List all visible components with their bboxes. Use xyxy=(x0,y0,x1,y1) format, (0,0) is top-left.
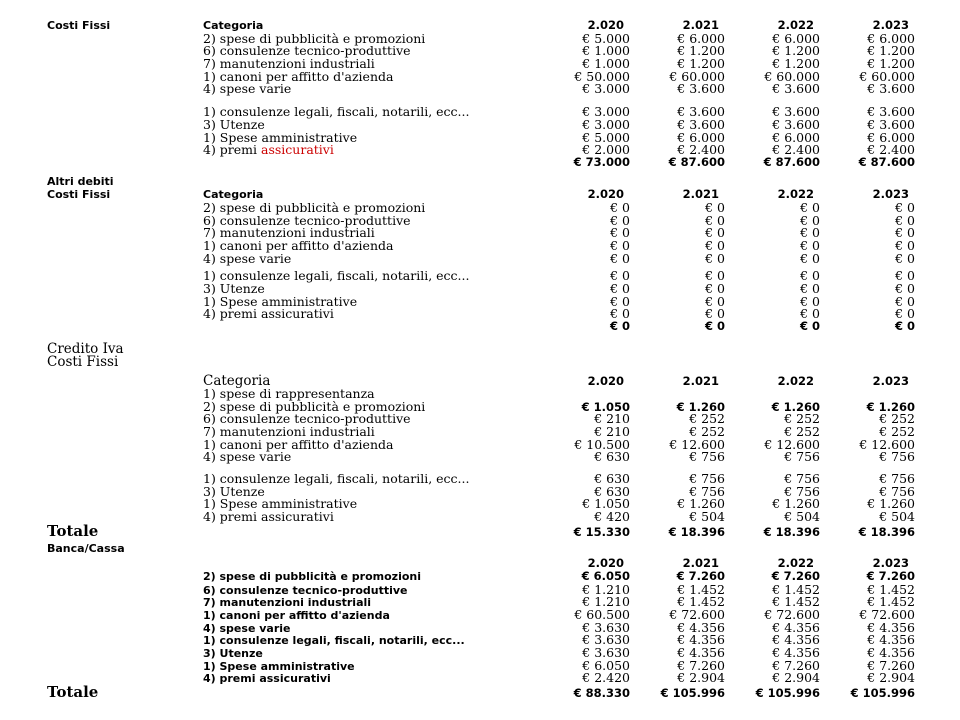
value-cell: € 6.050 xyxy=(581,568,630,583)
category-label xyxy=(203,509,535,524)
table-row xyxy=(47,238,915,251)
category-text: 4) spese varie xyxy=(203,449,292,465)
table-row xyxy=(47,306,915,322)
value-cell: € 504 xyxy=(879,509,915,525)
row-group xyxy=(47,268,915,322)
category-text: 4) premi assicurativi xyxy=(203,672,331,686)
value-cell: € 756 xyxy=(879,471,915,486)
total-value: € 18.396 xyxy=(763,524,820,539)
category-text: 1) spese di rappresentanza xyxy=(203,385,375,401)
value-cell: € 3.000 xyxy=(582,116,630,132)
category-text: 1) Spese amministrative xyxy=(203,659,355,673)
value-cell: € 0 xyxy=(895,268,915,284)
value-cell: € 1.452 xyxy=(772,594,820,610)
section-label: Altri debiti xyxy=(47,174,114,188)
row-group xyxy=(47,104,915,158)
value-cell: € 0 xyxy=(895,293,915,309)
section-costi-fissi xyxy=(47,18,915,168)
category-label xyxy=(203,251,535,266)
value-cell: € 7.260 xyxy=(771,568,820,583)
table-row xyxy=(47,569,915,582)
category-text: 1) canoni per affitto d'azienda xyxy=(203,436,394,452)
table-row xyxy=(47,294,915,307)
value-cell: € 3.600 xyxy=(772,81,820,97)
value-cell: € 6.000 xyxy=(677,30,725,46)
year-header: 2.022 xyxy=(777,374,814,389)
category-text: 4) spese varie xyxy=(203,81,292,97)
value-cell: € 756 xyxy=(689,449,725,465)
value-cell: € 252 xyxy=(689,411,725,427)
value-cell: € 4.356 xyxy=(772,644,820,660)
value-cell: € 252 xyxy=(784,423,820,439)
category-label xyxy=(203,584,535,597)
value-cell: € 72.600 xyxy=(859,606,915,622)
section-label-row xyxy=(47,353,915,370)
year-header: 2.023 xyxy=(872,187,909,202)
value-cell: € 1.000 xyxy=(582,56,630,72)
value-cell: € 7.260 xyxy=(772,657,820,673)
value-cell: € 1.050 xyxy=(581,399,630,414)
value-cell: € 0 xyxy=(895,238,915,253)
category-label xyxy=(203,306,535,321)
value-cell: € 5.000 xyxy=(582,129,630,145)
value-cell: € 3.600 xyxy=(867,81,915,97)
value-cell: € 2.904 xyxy=(677,670,725,686)
categoria-header: Categoria xyxy=(203,373,271,390)
table-row xyxy=(47,658,915,671)
value-cell: € 7.260 xyxy=(867,657,915,673)
value-cell: € 0 xyxy=(800,225,820,241)
value-cell: € 3.630 xyxy=(582,619,630,635)
section-label-row xyxy=(47,340,915,357)
table-row xyxy=(47,104,915,120)
value-cell: € 630 xyxy=(594,471,630,486)
value-cell: € 1.452 xyxy=(867,581,915,597)
value-cell: € 4.356 xyxy=(772,632,820,648)
category-label xyxy=(203,609,535,622)
value-cell: € 6.000 xyxy=(772,30,820,46)
value-cell: € 0 xyxy=(895,199,915,215)
table-row xyxy=(47,225,915,241)
table-row xyxy=(47,31,915,44)
value-cell: € 7.260 xyxy=(866,568,915,583)
value-cell: € 0 xyxy=(610,293,630,309)
total-value: € 0 xyxy=(894,319,915,334)
value-cell: € 3.600 xyxy=(867,104,915,120)
value-cell: € 756 xyxy=(879,449,915,465)
value-cell: € 1.210 xyxy=(582,581,630,597)
value-cell: € 0 xyxy=(705,212,725,228)
value-cell: € 2.400 xyxy=(867,142,915,158)
value-cell: € 60.000 xyxy=(669,68,725,84)
value-cell: € 2.420 xyxy=(582,670,630,686)
value-cell: € 6.000 xyxy=(677,129,725,145)
category-text: 4) premi assicurativi xyxy=(203,306,334,322)
value-cell: € 756 xyxy=(784,449,820,465)
value-cell: € 3.630 xyxy=(582,632,630,648)
year-header: 2.023 xyxy=(872,374,909,389)
category-label xyxy=(203,660,535,673)
categoria-header: Categoria xyxy=(203,188,264,202)
value-cell: € 0 xyxy=(610,238,630,253)
category-text: 6) consulenze tecnico-produttive xyxy=(203,212,411,228)
total-label: Totale xyxy=(47,521,99,540)
value-cell: € 3.000 xyxy=(582,81,630,97)
value-cell: € 2.400 xyxy=(677,142,725,158)
value-cell: € 0 xyxy=(705,268,725,284)
table-row xyxy=(47,449,915,465)
value-cell: € 1.260 xyxy=(771,399,820,414)
header-row xyxy=(47,18,915,31)
year-header: 2.021 xyxy=(682,374,719,389)
year-header: 2.020 xyxy=(587,187,624,202)
categoria-header: Categoria xyxy=(203,19,264,32)
category-text: 1) canoni per affitto d'azienda xyxy=(203,608,390,622)
category-label xyxy=(203,634,535,647)
table-row xyxy=(47,281,915,297)
value-cell: € 0 xyxy=(895,306,915,322)
value-cell: € 504 xyxy=(784,509,820,525)
header-row xyxy=(47,187,915,200)
category-text: 4) premi xyxy=(203,142,262,158)
table-row xyxy=(47,582,915,595)
category-text: 1) consulenze legali, fiscali, notarili, ecc... xyxy=(203,634,465,648)
table-row xyxy=(47,251,915,264)
category-label xyxy=(203,647,535,660)
year-header: 2.022 xyxy=(777,187,814,202)
value-cell: € 3.600 xyxy=(867,116,915,132)
value-cell: € 3.600 xyxy=(677,116,725,132)
table-row xyxy=(47,200,915,213)
value-cell: € 12.600 xyxy=(859,436,915,452)
value-cell: € 4.356 xyxy=(867,644,915,660)
value-cell: € 12.600 xyxy=(669,436,725,452)
table-row xyxy=(47,645,915,658)
total-value: € 87.600 xyxy=(763,154,820,169)
value-cell: € 0 xyxy=(610,268,630,284)
category-text: 7) manutenzioni industriali xyxy=(203,56,375,72)
value-cell: € 756 xyxy=(689,483,725,499)
value-cell: € 60.000 xyxy=(764,68,820,84)
value-cell: € 1.260 xyxy=(866,399,915,414)
value-cell: € 5.000 xyxy=(582,30,630,46)
value-cell: € 3.600 xyxy=(772,116,820,132)
value-cell: € 4.356 xyxy=(677,632,725,648)
value-cell: € 3.600 xyxy=(677,81,725,97)
table-row xyxy=(47,268,915,284)
value-cell: € 0 xyxy=(610,306,630,322)
table-row xyxy=(47,670,915,686)
year-header: 2.021 xyxy=(682,18,719,32)
value-cell: € 0 xyxy=(800,238,820,253)
category-text: 2) spese di pubblicità e promozioni xyxy=(203,199,426,215)
value-cell: € 0 xyxy=(705,306,725,322)
value-cell: € 252 xyxy=(784,411,820,427)
category-text: 4) spese varie xyxy=(203,621,291,635)
category-text: 1) consulenze legali, fiscali, notarili, ecc... xyxy=(203,471,470,486)
row-group xyxy=(47,30,915,97)
category-text: 3) Utenze xyxy=(203,483,265,499)
category-text: 6) consulenze tecnico-produttive xyxy=(203,583,408,597)
total-value: € 18.396 xyxy=(668,524,725,539)
value-cell: € 1.260 xyxy=(867,496,915,512)
report-sections xyxy=(47,18,915,701)
category-label xyxy=(203,672,535,685)
category-text: 2) spese di pubblicità e promozioni xyxy=(203,30,426,46)
value-cell: € 1.452 xyxy=(867,594,915,610)
value-cell: € 1.452 xyxy=(677,594,725,610)
table-row xyxy=(47,509,915,525)
category-label xyxy=(203,449,535,464)
table-row xyxy=(47,471,915,484)
table-row xyxy=(47,424,915,437)
value-cell: € 0 xyxy=(895,250,915,266)
value-cell: € 252 xyxy=(689,423,725,439)
section-label-row xyxy=(47,175,915,188)
total-value: € 105.996 xyxy=(660,686,725,700)
value-cell: € 0 xyxy=(610,225,630,241)
value-cell: € 4.356 xyxy=(867,632,915,648)
value-cell: € 252 xyxy=(879,423,915,439)
table-row xyxy=(47,69,915,82)
row-group xyxy=(47,471,915,525)
section-altri-debiti xyxy=(47,175,915,332)
row-group xyxy=(47,199,915,266)
value-cell: € 2.904 xyxy=(772,670,820,686)
value-cell: € 1.452 xyxy=(677,581,725,597)
value-cell: € 0 xyxy=(800,199,820,215)
category-label xyxy=(203,81,535,96)
category-text: 1) Spese amministrative xyxy=(203,293,358,309)
category-text: 7) manutenzioni industriali xyxy=(203,225,375,241)
total-value: € 0 xyxy=(704,319,725,334)
category-text: 2) spese di pubblicità e promozioni xyxy=(203,569,421,583)
total-value: € 105.996 xyxy=(850,686,915,700)
value-cell: € 3.600 xyxy=(677,104,725,120)
header-row xyxy=(47,556,915,569)
value-cell: € 6.050 xyxy=(582,657,630,673)
row-group xyxy=(47,385,915,465)
table-row xyxy=(47,496,915,512)
value-cell: € 1.200 xyxy=(677,56,725,72)
value-cell: € 0 xyxy=(895,225,915,241)
value-cell: € 0 xyxy=(800,306,820,322)
total-value: € 88.330 xyxy=(573,686,630,700)
year-header: 2.022 xyxy=(777,18,814,32)
value-cell: € 0 xyxy=(800,250,820,266)
value-cell: € 210 xyxy=(594,411,630,427)
section-label: Costi Fissi xyxy=(47,188,111,202)
section-label: Costi Fissi xyxy=(47,353,119,370)
section-credito-iva xyxy=(47,340,915,540)
table-row xyxy=(47,484,915,497)
category-text: 6) consulenze tecnico-produttive xyxy=(203,411,411,427)
value-cell: € 0 xyxy=(705,281,725,297)
value-cell: € 4.356 xyxy=(677,644,725,660)
value-cell: € 50.000 xyxy=(574,68,630,84)
category-text: 6) consulenze tecnico-produttive xyxy=(203,43,411,59)
category-text: 1) Spese amministrative xyxy=(203,129,358,145)
value-cell: € 7.260 xyxy=(677,657,725,673)
table-row xyxy=(47,56,915,72)
value-cell: € 210 xyxy=(594,423,630,439)
value-cell: € 4.356 xyxy=(772,619,820,635)
value-cell: € 0 xyxy=(705,293,725,309)
year-header: 2.020 xyxy=(587,18,624,32)
header-row xyxy=(47,373,915,390)
value-cell: € 60.500 xyxy=(574,606,630,622)
value-cell: € 1.260 xyxy=(676,399,725,414)
category-text-highlight: assicurativi xyxy=(261,142,334,158)
value-cell: € 2.400 xyxy=(772,142,820,158)
year-header: 2.022 xyxy=(777,556,814,571)
value-cell: € 6.000 xyxy=(867,129,915,145)
year-header: 2.020 xyxy=(587,556,624,571)
value-cell: € 0 xyxy=(705,250,725,266)
year-header: 2.021 xyxy=(682,556,719,571)
value-cell: € 0 xyxy=(610,212,630,228)
value-cell: € 72.600 xyxy=(669,606,725,622)
value-cell: € 1.050 xyxy=(582,496,630,512)
value-cell: € 1.260 xyxy=(772,496,820,512)
total-value: € 0 xyxy=(609,319,630,334)
section-label-row xyxy=(47,542,915,555)
value-cell: € 756 xyxy=(879,483,915,499)
category-text: 4) spese varie xyxy=(203,250,292,266)
value-cell: € 1.200 xyxy=(772,43,820,59)
section-label: Credito Iva xyxy=(47,340,124,357)
table-row xyxy=(47,411,915,427)
category-text: 1) consulenze legali, fiscali, notarili, ecc... xyxy=(203,268,470,284)
value-cell: € 1.200 xyxy=(867,43,915,59)
table-row xyxy=(47,43,915,59)
table-row xyxy=(47,130,915,143)
year-header: 2.020 xyxy=(587,374,624,389)
total-label: Totale xyxy=(47,683,99,701)
value-cell: € 504 xyxy=(689,509,725,525)
table-row xyxy=(47,607,915,620)
total-value: € 87.600 xyxy=(858,154,915,169)
year-header: 2.023 xyxy=(872,556,909,571)
value-cell: € 756 xyxy=(784,483,820,499)
value-cell: € 3.630 xyxy=(582,644,630,660)
value-cell: € 1.452 xyxy=(772,581,820,597)
table-row xyxy=(47,117,915,130)
table-row xyxy=(47,399,915,412)
value-cell: € 0 xyxy=(800,212,820,228)
value-cell: € 72.600 xyxy=(764,606,820,622)
category-text: 7) manutenzioni industriali xyxy=(203,423,375,439)
value-cell: € 0 xyxy=(610,281,630,297)
value-cell: € 1.210 xyxy=(582,594,630,610)
category-label xyxy=(203,596,535,609)
value-cell: € 0 xyxy=(610,199,630,215)
category-label xyxy=(203,570,535,583)
value-cell: € 1.260 xyxy=(677,496,725,512)
category-label xyxy=(203,142,535,157)
value-cell: € 756 xyxy=(784,471,820,486)
value-cell: € 420 xyxy=(594,509,630,525)
category-label xyxy=(203,622,535,635)
value-cell: € 0 xyxy=(705,199,725,215)
value-cell: € 2.904 xyxy=(867,670,915,686)
value-cell: € 4.356 xyxy=(677,619,725,635)
value-cell: € 1.000 xyxy=(582,43,630,59)
value-cell: € 1.200 xyxy=(677,43,725,59)
total-value: € 0 xyxy=(799,319,820,334)
table-row xyxy=(47,632,915,648)
value-cell: € 0 xyxy=(800,268,820,284)
category-text: 1) Spese amministrative xyxy=(203,496,358,512)
category-text: 4) premi assicurativi xyxy=(203,509,334,525)
year-header: 2.021 xyxy=(682,187,719,202)
row-group xyxy=(47,568,915,686)
table-row xyxy=(47,620,915,633)
table-row xyxy=(47,213,915,226)
value-cell: € 0 xyxy=(800,281,820,297)
category-text: 1) consulenze legali, fiscali, notarili, ecc... xyxy=(203,104,470,120)
section-banca-cassa xyxy=(47,542,915,701)
value-cell: € 0 xyxy=(705,238,725,253)
table-row xyxy=(47,437,915,450)
value-cell: € 0 xyxy=(800,293,820,309)
section-label: Costi Fissi xyxy=(47,19,111,32)
value-cell: € 4.356 xyxy=(867,619,915,635)
section-label: Banca/Cassa xyxy=(47,542,125,556)
category-text: 3) Utenze xyxy=(203,646,263,660)
value-cell: € 6.000 xyxy=(867,30,915,46)
value-cell: € 0 xyxy=(610,250,630,266)
value-cell: € 7.260 xyxy=(676,568,725,583)
category-text: 1) canoni per affitto d'azienda xyxy=(203,68,394,84)
value-cell: € 12.600 xyxy=(764,436,820,452)
value-cell: € 0 xyxy=(895,212,915,228)
category-text: 7) manutenzioni industriali xyxy=(203,596,372,610)
value-cell: € 756 xyxy=(689,471,725,486)
value-cell: € 630 xyxy=(594,483,630,499)
value-cell: € 3.000 xyxy=(582,104,630,120)
category-text: 2) spese di pubblicità e promozioni xyxy=(203,398,426,414)
total-value: € 73.000 xyxy=(573,154,630,169)
table-row xyxy=(47,81,915,97)
value-cell: € 0 xyxy=(705,225,725,241)
total-value: € 87.600 xyxy=(668,154,725,169)
category-text: 3) Utenze xyxy=(203,116,265,132)
category-text: 1) canoni per affitto d'azienda xyxy=(203,238,394,253)
value-cell: € 630 xyxy=(594,449,630,465)
value-cell: € 0 xyxy=(895,281,915,297)
category-text: 3) Utenze xyxy=(203,281,265,297)
total-value: € 105.996 xyxy=(755,686,820,700)
value-cell: € 6.000 xyxy=(772,129,820,145)
total-value: € 18.396 xyxy=(858,524,915,539)
total-value: € 15.330 xyxy=(573,524,630,539)
value-cell: € 1.200 xyxy=(772,56,820,72)
value-cell: € 60.000 xyxy=(859,68,915,84)
table-row xyxy=(47,142,915,158)
value-cell: € 10.500 xyxy=(574,436,630,452)
value-cell: € 2.000 xyxy=(582,142,630,158)
value-cell: € 1.200 xyxy=(867,56,915,72)
table-row xyxy=(47,594,915,610)
value-cell: € 252 xyxy=(879,411,915,427)
value-cell: € 3.600 xyxy=(772,104,820,120)
year-header: 2.023 xyxy=(872,18,909,32)
